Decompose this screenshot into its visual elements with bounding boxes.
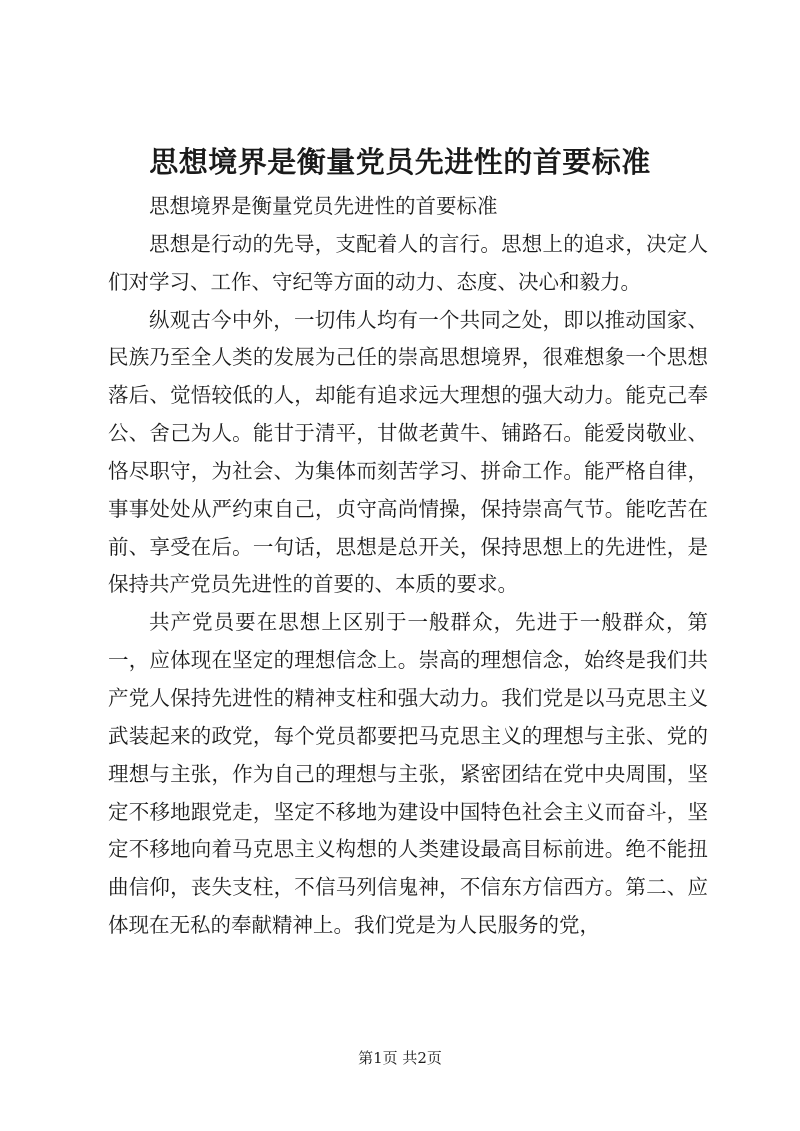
body-paragraph: 纵观古今中外，一切伟人均有一个共同之处，即以推动国家、民族乃至全人类的发展为己任的崇高思想境界，很难想象一个思想落后、觉悟较低的人，却能有追求远大理想的强大动力。能克己奉公、舍己为人。能甘于清平，甘做老黄牛、铺路石。能爱岗敬业、恪尽职守，为社会、为集体而刻苦学习、拼命工作。能严格自律，事事处处从严约束自己，贞守高尚情操，保持崇高气节。能吃苦在前、享受在后。一句话，思想是总开关，保持思想上的先进性，是保持共产党员先进性的首要的、本质的要求。: [108, 307, 708, 597]
subtitle-paragraph: 思想境界是衡量党员先进性的首要标准: [149, 194, 498, 218]
body-paragraph: 共产党员要在思想上区别于一般群众，先进于一般群众，第一，应体现在坚定的理想信念上。崇高的理想信念，始终是我们共产党人保持先进性的精神支柱和强大动力。我们党是以马克思主义武装起来的政党，每个党员都要把马克思主义的理想与主张、党的理想与主张，作为自己的理想与主张，紧密团结在党中央周围，坚定不移地跟党走，坚定不移地为建设中国特色社会主义而奋斗，坚定不移地向着马克思主义构想的人类建设最高目标前进。绝不能扭曲信仰，丧失支柱，不信马列信鬼神，不信东方信西方。第二、应体现在无私的奉献精神上。我们党是为人民服务的党，: [108, 610, 708, 938]
document-title: 思想境界是衡量党员先进性的首要标准: [149, 145, 651, 179]
document-body: [108, 188, 708, 945]
body-paragraph: 思想是行动的先导，支配着人的言行。思想上的追求，决定人们对学习、工作、守纪等方面的动力、态度、决心和毅力。: [108, 231, 708, 294]
page-number-footer: 第1页 共2页: [358, 1049, 442, 1067]
